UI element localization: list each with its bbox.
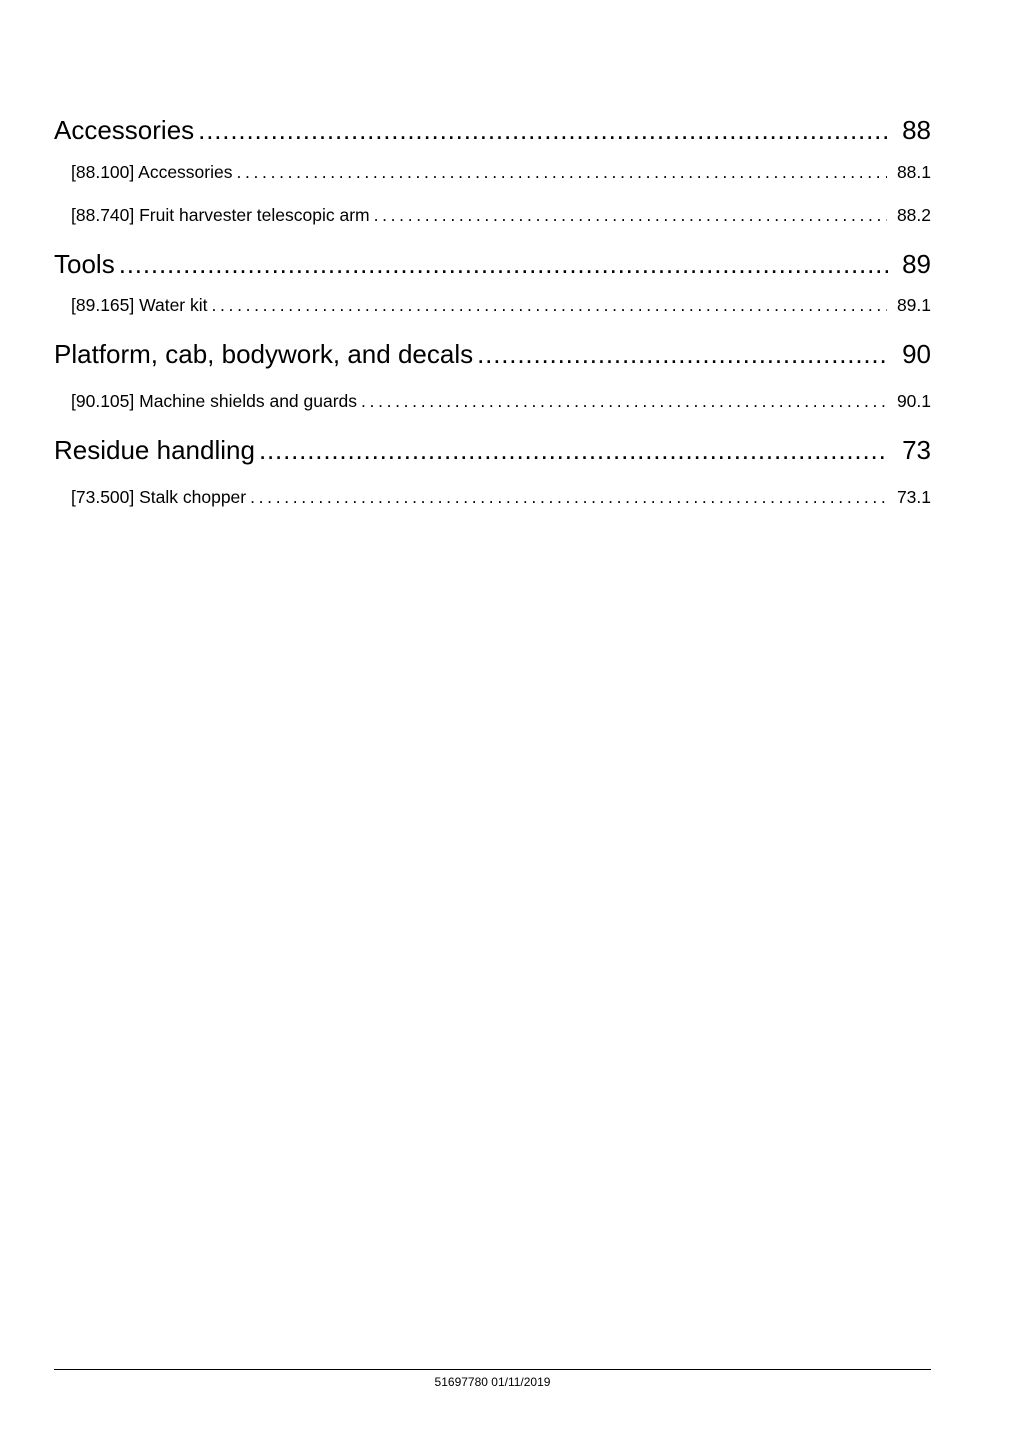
toc-entry-73-500[interactable] bbox=[71, 485, 931, 509]
dot-leader bbox=[374, 203, 887, 227]
toc-entry-page: 88.2 bbox=[896, 205, 931, 225]
toc-section-residue-handling[interactable] bbox=[54, 433, 931, 467]
toc-entry-title: [73.500] Stalk chopper bbox=[71, 487, 247, 507]
toc-entry-88-740[interactable] bbox=[71, 203, 931, 227]
dot-leader bbox=[361, 389, 887, 413]
dot-leader bbox=[477, 337, 888, 371]
dot-leader bbox=[212, 293, 887, 317]
dot-leader bbox=[198, 113, 888, 147]
dot-leader bbox=[250, 485, 887, 509]
toc-entry-title: [89.165] Water kit bbox=[71, 295, 208, 315]
toc-entry-88-100[interactable] bbox=[71, 160, 931, 184]
toc-entry-page: 89.1 bbox=[896, 295, 931, 315]
toc-section-accessories[interactable] bbox=[54, 113, 931, 147]
toc-section-title: Platform, cab, bodywork, and decals bbox=[54, 339, 474, 369]
toc-section-title: Residue handling bbox=[54, 435, 255, 465]
toc-entry-page: 90.1 bbox=[896, 391, 931, 411]
toc-section-page: 89 bbox=[902, 249, 931, 279]
footer-divider bbox=[54, 1369, 931, 1370]
toc-entry-title: [90.105] Machine shields and guards bbox=[71, 391, 358, 411]
toc-section-page: 73 bbox=[902, 435, 931, 465]
toc-section-page: 90 bbox=[902, 339, 931, 369]
toc-entry-page: 73.1 bbox=[896, 487, 931, 507]
dot-leader bbox=[259, 433, 888, 467]
toc-entry-89-165[interactable] bbox=[71, 293, 931, 317]
toc-section-title: Accessories bbox=[54, 115, 195, 145]
toc-entry-page: 88.1 bbox=[896, 162, 931, 182]
toc-section-tools[interactable] bbox=[54, 247, 931, 281]
toc-section-platform-cab-bodywork-decals[interactable] bbox=[54, 337, 931, 371]
toc-entry-title: [88.740] Fruit harvester telescopic arm bbox=[71, 205, 370, 225]
toc-section-page: 88 bbox=[902, 115, 931, 145]
footer-doc-number-date: 51697780 01/11/2019 bbox=[434, 1375, 551, 1389]
toc-section-title: Tools bbox=[54, 249, 115, 279]
dot-leader bbox=[236, 160, 886, 184]
dot-leader bbox=[119, 247, 888, 281]
toc-entry-90-105[interactable] bbox=[71, 389, 931, 413]
toc-entry-title: [88.100] Accessories bbox=[71, 162, 233, 182]
